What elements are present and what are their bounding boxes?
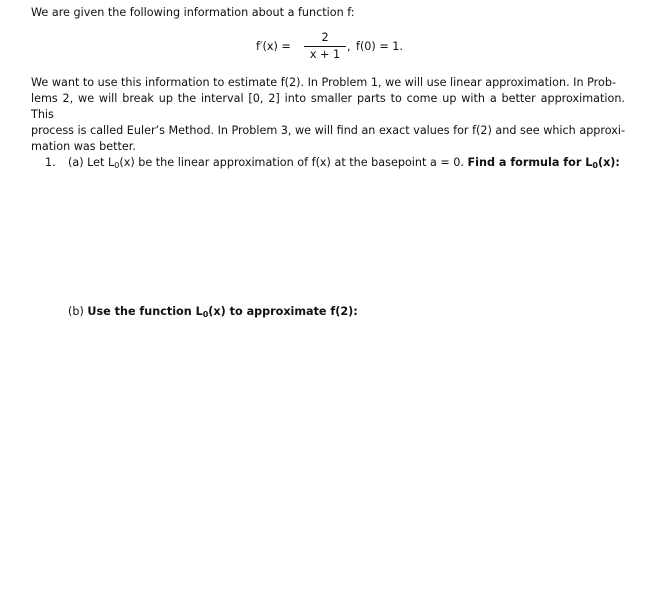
fraction-bar [304, 46, 346, 47]
equation-separator: , [347, 40, 351, 53]
given-equation [256, 31, 456, 61]
intro-text: We are given the following information about a function f: [31, 6, 355, 19]
problem-1a-prefix: (a) Let L [68, 156, 115, 169]
fraction-denominator: x + 1 [309, 48, 341, 61]
problem-1b-instruction: Use the function $L_0(x)$ to approximate f(2): [87, 305, 358, 319]
equation-lhs: f′(x) = [256, 40, 291, 53]
problem-1a [68, 156, 620, 170]
fraction-numerator: 2 [321, 31, 329, 44]
instructions-paragraph: We want to use this information to estimate f(2). In Problem 1, we will use linear approximation. In Prob- lems 2, we will break up the interval [0, 2] into smaller parts to come up with a better approximation. This process is called Euler’s Method. In Problem 3, we will find an exact values for f(2) and see which approxi- mation was better. [31, 76, 626, 153]
problem-1a-sub: 0 [114, 161, 120, 170]
problem-1a-instruction: Find a formula for $L_0(x)$: [467, 156, 620, 170]
problem-1b-prefix: (b) [68, 305, 84, 318]
equation-fraction [304, 31, 346, 62]
problem-1b [68, 305, 358, 319]
problem-1a-mid: (x) be the linear approximation of f(x) at the basepoint a = 0. [119, 156, 464, 169]
initial-condition: f(0) = 1. [356, 40, 403, 53]
problem-1-number: 1. [45, 156, 56, 169]
